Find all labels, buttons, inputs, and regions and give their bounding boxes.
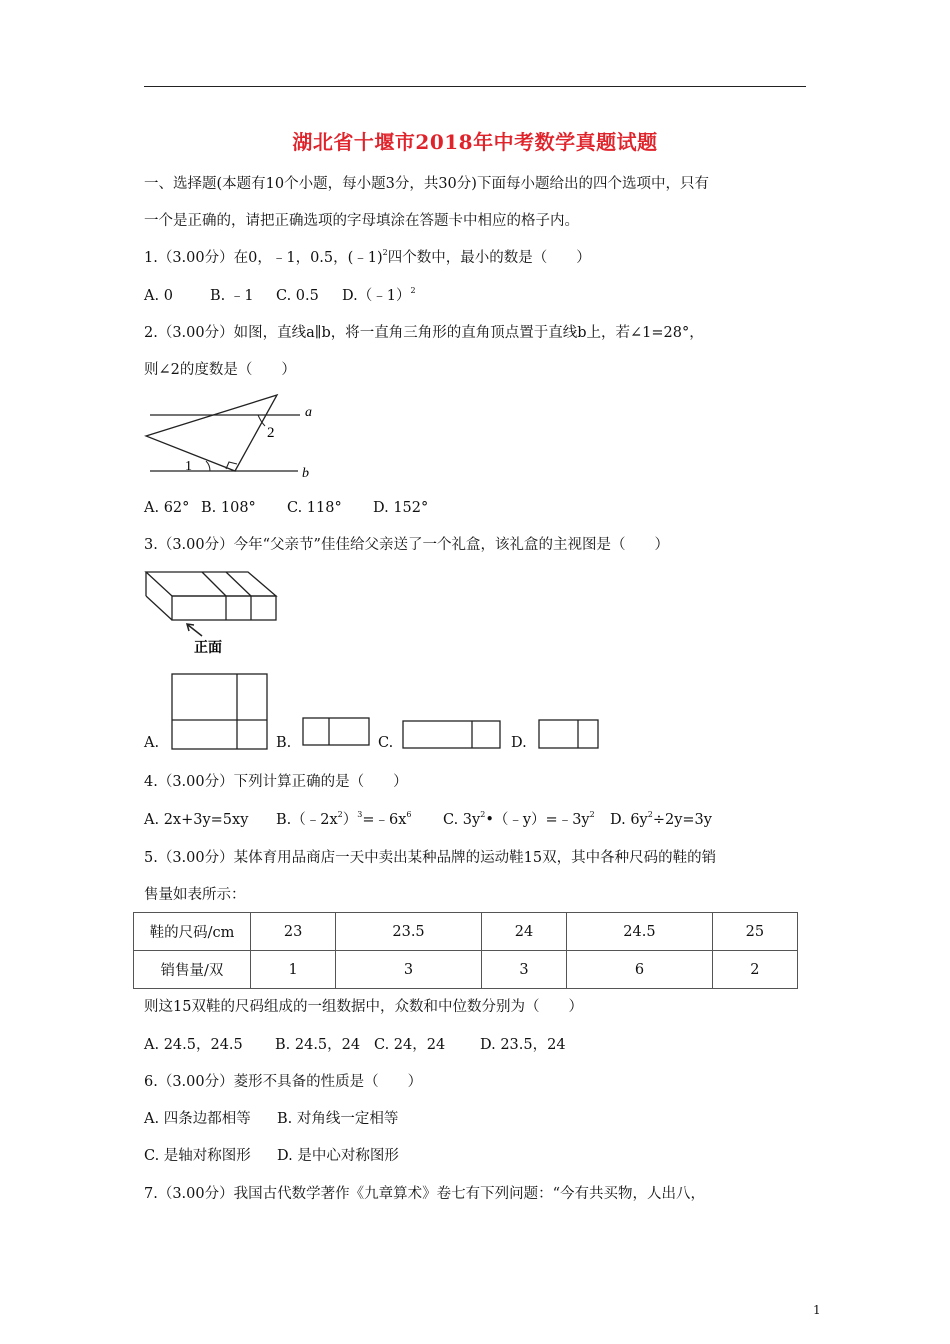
- right-triangle: [146, 395, 277, 471]
- q5-option-d: D. 23.5，24: [480, 1037, 566, 1053]
- q4-option-a: A. 2x+3y=5xy: [144, 812, 249, 828]
- q6-options-row1: [144, 1109, 398, 1129]
- q1-option-c: C. 0.5: [276, 288, 319, 304]
- q4-option-d: D. $6y^2\div 2y=3y$: [610, 810, 712, 828]
- q5-stem-line1: 5.（3.00分）某体育用品商店一天中卖出某种品牌的运动鞋15双，其中各种尺码的鞋的销: [144, 850, 717, 866]
- q5-option-c: C. 24，24: [374, 1037, 446, 1053]
- q3-option-b-shape: [302, 717, 370, 746]
- q2-stem-line1: 2.（3.00分）如图，直线a∥b，将一直角三角形的直角顶点置于直线b上，若∠1=28°，: [144, 325, 704, 341]
- q3-stem: 3.（3.00分）今年“父亲节”佳佳给父亲送了一个礼盒，该礼盒的主视图是（ ）: [144, 537, 669, 553]
- q3-option-a: A.: [144, 735, 160, 751]
- q6-options-row2: [144, 1146, 399, 1166]
- table-cell: 23: [251, 913, 336, 951]
- q4-stem: 4.（3.00分）下列计算正确的是（ ）: [144, 774, 408, 790]
- table-cell: 24.5: [567, 913, 713, 951]
- q5-option-a: A. 24.5，24.5: [144, 1037, 243, 1053]
- box-front: [172, 596, 276, 620]
- page-title: 湖北省十堰市2018年中考数学真题试题: [292, 130, 658, 154]
- label-b: b: [302, 466, 309, 481]
- label-1: 1: [185, 459, 192, 474]
- q3-option-c: C.: [378, 735, 394, 751]
- q2-options: [144, 498, 428, 518]
- q2-option-c: C. 118°: [287, 500, 342, 516]
- q1-stem: 1.（3.00分）在0，﹣1，0.5，(﹣1)$^2$四个数中，最小的数是（ ）: [144, 248, 591, 266]
- table-row: [134, 951, 798, 989]
- q4-option-c: C. $3y^2•(﹣y)=﹣3y^2$: [443, 810, 595, 828]
- ribbon-top-1: [202, 572, 226, 596]
- table-cell: 23.5: [336, 913, 482, 951]
- shoe-size-table: [133, 912, 798, 989]
- label-2: 2: [267, 425, 275, 441]
- header-rule: [144, 86, 806, 87]
- q2-stem-line2: 则∠2的度数是（ ）: [144, 362, 296, 378]
- q4-options: [144, 810, 712, 830]
- q3-option-b: B.: [276, 735, 292, 751]
- table-cell: 2: [712, 951, 797, 989]
- table-cell: 1: [251, 951, 336, 989]
- q3-option-a-shape: [171, 673, 268, 750]
- q5-option-b: B. 24.5，24: [275, 1037, 361, 1053]
- q1-option-a: A. 0: [144, 288, 173, 304]
- front-arrow: [188, 625, 202, 636]
- q6-option-c: C. 是轴对称图形: [144, 1148, 251, 1164]
- q5-stem-line3: 则这15双鞋的尺码组成的一组数据中，众数和中位数分别为（ ）: [144, 999, 583, 1015]
- q1-option-d: D.（﹣1）$^2$: [342, 286, 416, 304]
- table-header-cell: 鞋的尺码/cm: [134, 913, 251, 951]
- q4-option-b: $B.(﹣2x^2)^3=﹣6x^6$: [276, 810, 412, 828]
- q2-option-d: D. 152°: [373, 500, 429, 516]
- table-cell: 3: [481, 951, 566, 989]
- section-intro-line2: 一个是正确的，请把正确选项的字母填涂在答题卡中相应的格子内。: [144, 213, 579, 229]
- page-number: 1: [813, 1303, 821, 1317]
- q2-option-a: A. 62°: [144, 500, 190, 516]
- section-intro-line1: 一、选择题(本题有10个小题，每小题3分，共30分)下面每小题给出的四个选项中，只有: [144, 176, 709, 192]
- q5-stem-line2: 售量如表所示：: [144, 887, 246, 903]
- q3-gift-box-figure: [140, 566, 285, 658]
- q2-option-b: B. 108°: [201, 500, 256, 516]
- q3-option-c-shape: [402, 720, 501, 749]
- q6-stem: 6.（3.00分）菱形不具备的性质是（ ）: [144, 1074, 423, 1090]
- table-cell: 24: [481, 913, 566, 951]
- q7-stem: 7.（3.00分）我国古代数学著作《九章算术》卷七有下列问题：“今有共买物，人出八，: [144, 1186, 706, 1202]
- q5-options: [144, 1035, 566, 1055]
- label-a: a: [305, 405, 312, 420]
- q6-option-b: B. 对角线一定相等: [277, 1111, 399, 1127]
- table-cell: 3: [336, 951, 482, 989]
- q2-figure: [140, 388, 320, 486]
- q3-option-d: D.: [511, 735, 527, 751]
- ribbon-top-2: [226, 572, 251, 596]
- box-top: [146, 572, 276, 596]
- q1-option-b: B. ﹣1: [210, 288, 254, 304]
- table-cell: 25: [712, 913, 797, 951]
- q1-options: [144, 286, 416, 306]
- q6-option-a: A. 四条边都相等: [144, 1111, 251, 1127]
- table-row: [134, 913, 798, 951]
- q3-option-d-shape: [538, 719, 599, 749]
- table-cell: 6: [567, 951, 713, 989]
- table-header-cell: 销售量/双: [134, 951, 251, 989]
- angle-1-arc: [206, 461, 210, 471]
- label-front: 正面: [194, 640, 222, 656]
- q6-option-d: D. 是中心对称图形: [277, 1148, 399, 1164]
